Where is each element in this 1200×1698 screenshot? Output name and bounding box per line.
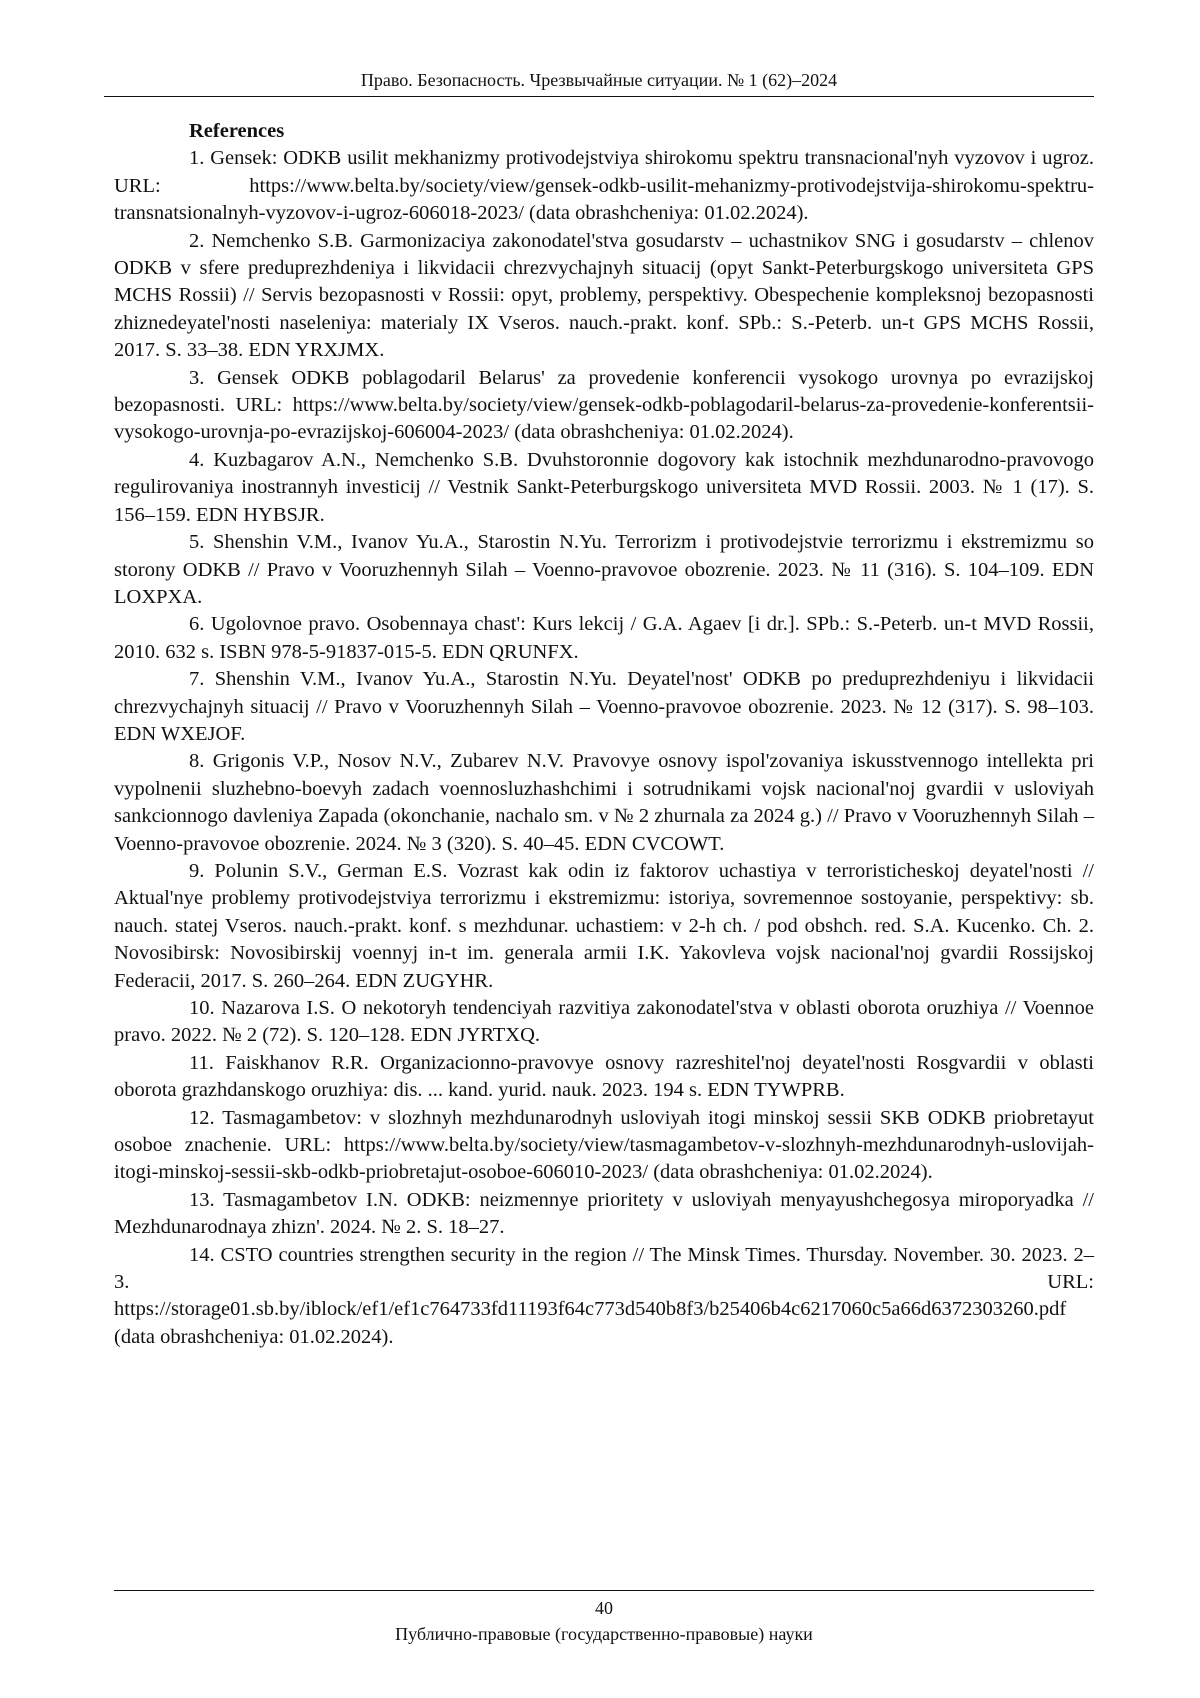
reference-item: 6. Ugolovnoe pravo. Osobennaya chast': Kurs lekcij / G.A. Agaev [i dr.]. SPb.: S.-Peterb. un-t MVD Rossii, 2010. 632 s. ISBN 978-5-91837-015-5. EDN QRUNFX. [114,613,1094,663]
reference-item: 14. CSTO countries strengthen security in the region // The Minsk Times. Thursday. November. 30. 2023. 2–3. URL: https://storage01.sb.by/iblock/ef1/ef1c764733fd11193f64c773d540b8f3/b25406b4c6217060c5a66d6372303260.pdf (data obrashcheniya: 01.02.2024). [114,1243,1094,1348]
header-divider [104,96,1094,97]
reference-item: 4. Kuzbagarov A.N., Nemchenko S.B. Dvuhstoronnie dogovory kak istochnik mezhdunarodno-pravovogo regulirovaniya inostrannyh investicij // Vestnik Sankt-Peterburgskogo universiteta MVD Rossii. 2003. № 1 (17). S. 156–159. EDN HYBSJR. [114,448,1094,526]
running-header: Право. Безопасность. Чрезвычайные ситуации. № 1 (62)–2024 [360,70,838,90]
reference-item: 10. Nazarova I.S. O nekotoryh tendenciyah razvitiya zakonodatel'stva v oblasti oborota oruzhiya // Voennoe pravo. 2022. № 2 (72). S. 120–128. EDN JYRTXQ. [114,997,1094,1047]
reference-item: 9. Polunin S.V., German E.S. Vozrast kak odin iz faktorov uchastiya v terroristicheskoj deyatel'nosti // Aktual'nye problemy protivodejstviya terrorizmu i ekstremizmu: istoriya, sovremennoe sostoyanie, perspektivy: sb. nauch. statej Vseros. nauch.-prakt. konf. s mezhdunar. uchastiem: v 2-h ch. / pod obshch. red. S.A. Kucenko. Ch. 2. Novosibirsk: Novosibirskij voennyj in-t im. generala armii I.K. Yakovleva vojsk nacional'noj gvardii Rossijskoj Federacii, 2017. S. 260–264. EDN ZUGYHR. [114,859,1094,992]
references-section [114,118,1094,1351]
reference-item: 13. Tasmagambetov I.N. ODKB: neizmennye prioritety v usloviyah menyayushchegosya miroporyadka // Mezhdunarodnaya zhizn'. 2024. № 2. S. 18–27. [114,1188,1094,1239]
reference-item: 11. Faiskhanov R.R. Organizacionno-pravovye osnovy razreshitel'noj deyatel'nosti Rosgvardii v oblasti oborota grazhdanskogo oruzhiya: dis. ... kand. yurid. nauk. 2023. 194 s. EDN TYWPRB. [114,1051,1094,1102]
reference-item: 2. Nemchenko S.B. Garmonizaciya zakonodatel'stva gosudarstv – uchastnikov SNG i gosudarstv – chlenov ODKB v sfere preduprezhdeniya i likvidacii chrezvychajnyh situacij (opyt Sankt-Peterburgskogo universiteta GPS MCHS Rossii) // Servis bezopasnosti v Rossii: opyt, problemy, perspektivy. Obespechenie kompleksnoj bezopasnosti zhiznedeyatel'nosti naseleniya: materialy IX Vseros. nauch.-prakt. konf. SPb.: S.-Peterb. un-t GPS MCHS Rossii, 2017. S. 33–38. EDN YRXJMX. [114,229,1094,362]
reference-item: 1. Gensek: ODKB usilit mekhanizmy protivodejstviya shirokomu spektru transnacional'nyh vyzovov i ugroz. URL: https://www.belta.by/society/view/gensek-odkb-usilit-mehanizmy-protivodejstvija-shirokomu-spektru-transnatsionalnyh-vyzovov-i-ugroz-606018-2023/ (data obrashcheniya: 01.02.2024). [114,147,1094,225]
page-number: 40 [595,1598,613,1618]
reference-item: 3. Gensek ODKB poblagodaril Belarus' za provedenie konferencii vysokogo urovnya po evrazijskoj bezopasnosti. URL: https://www.belta.by/society/view/gensek-odkb-poblagodaril-belarus-za-provedenie-konferentsii-vysokogo-urovnja-po-evrazijskoj-606004-2023/ (data obrashcheniya: 01.02.2024). [114,366,1094,444]
reference-item: 8. Grigonis V.P., Nosov N.V., Zubarev N.V. Pravovye osnovy ispol'zovaniya iskusstvennogo intellekta pri vypolnenii sluzhebno-boevyh zadach voennosluzhashchimi i sotrudnikami vojsk nacional'noj gvardii v usloviyah sankcionnogo davleniya Zapada (okonchanie, nachalo sm. v № 2 zhurnala za 2024 g.) // Pravo v Vooruzhennyh Silah – Voenno-pravovoe obozrenie. 2024. № 3 (320). S. 40–45. EDN CVCOWT. [114,750,1094,855]
reference-item: 7. Shenshin V.M., Ivanov Yu.A., Starostin N.Yu. Deyatel'nost' ODKB po preduprezhdeniyu i likvidacii chrezvychajnyh situacij // Pravo v Vooruzhennyh Silah – Voenno-pravovoe obozrenie. 2023. № 12 (317). S. 98–103. EDN WXEJOF. [114,668,1094,745]
reference-item: 12. Tasmagambetov: v slozhnyh mezhdunarodnyh usloviyah itogi minskoj sessii SKB ODKB priobretayut osoboe znachenie. URL: https://www.belta.by/society/view/tasmagambetov-v-slozhnyh-mezhdunarodnyh-uslovijah-itogi-minskoj-sessii-skb-odkb-priobretajut-osoboe-606010-2023/ (data obrashcheniya: 01.02.2024). [114,1106,1094,1184]
reference-item: 5. Shenshin V.M., Ivanov Yu.A., Starostin N.Yu. Terrorizm i protivodejstvie terrorizmu i ekstremizmu so storony ODKB // Pravo v Vooruzhennyh Silah – Voenno-pravovoe obozrenie. 2023. № 11 (316). S. 104–109. EDN LOXPXA. [114,531,1094,608]
running-footer: Публично-правовые (государственно-правовые) науки [395,1624,813,1644]
section-title: References [189,120,285,142]
footer-divider [114,1590,1094,1591]
